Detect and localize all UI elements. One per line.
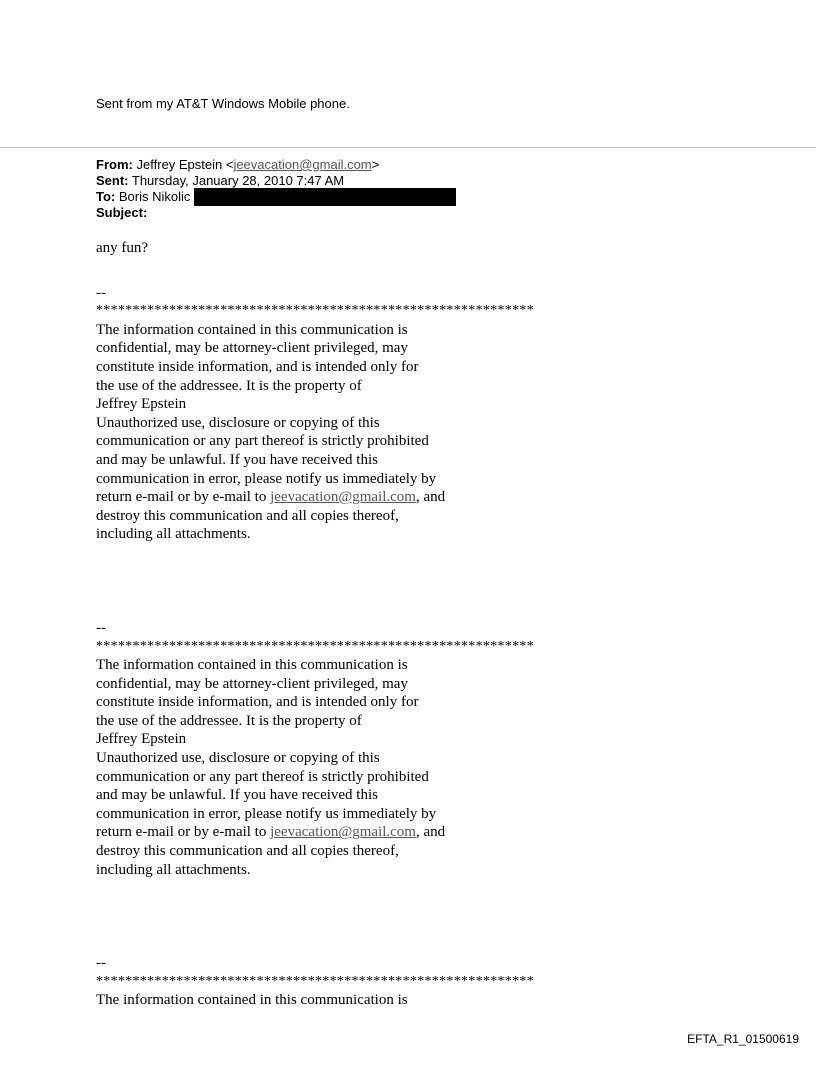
separator-stars: ************************************************************ xyxy=(96,973,534,989)
subject-label: Subject: xyxy=(96,205,148,220)
disclaimer-line: and may be unlawful. If you have received this xyxy=(96,787,378,804)
disclaimer-line xyxy=(96,488,716,507)
disclaimer-return-suffix: , and xyxy=(415,824,446,841)
message-text: any fun? xyxy=(96,240,149,256)
disclaimer-line: including all attachments. xyxy=(96,526,251,543)
to-value: Boris Nikolic xyxy=(118,189,191,204)
from-label: From: xyxy=(96,157,133,172)
separator-stars: ************************************************************ xyxy=(96,638,534,654)
disclaimer-line: The information contained in this communication is xyxy=(96,321,408,338)
disclaimer-return-prefix: return e-mail or by e-mail to xyxy=(96,824,271,841)
disclaimer-line: and may be unlawful. If you have received this xyxy=(96,451,378,468)
from-email-link[interactable]: jeevacation@gmail.com xyxy=(233,157,372,172)
disclaimer-line: The information contained in this communication is xyxy=(96,657,408,674)
disclaimer-line: communication or any part thereof is strictly prohibited xyxy=(96,768,429,785)
disclaimer-line: destroy this communication and all copies thereof, xyxy=(96,843,399,860)
from-name: Jeffrey Epstein < xyxy=(136,157,234,172)
disclaimer-email-link[interactable]: jeevacation@gmail.com xyxy=(270,489,416,506)
email-body xyxy=(96,239,716,1010)
document-id: EFTA_R1_01500619 xyxy=(687,1032,799,1046)
disclaimer-line: confidential, may be attorney-client privileged, may xyxy=(96,675,408,692)
disclaimer-line: confidential, may be attorney-client privileged, may xyxy=(96,340,408,357)
to-row xyxy=(96,189,456,205)
separator-stars: ************************************************************ xyxy=(96,303,534,319)
subject-row xyxy=(96,205,456,221)
disclaimer-line xyxy=(96,823,716,842)
disclaimer-line: the use of the addressee. It is the property of xyxy=(96,377,362,394)
disclaimer-line: Unauthorized use, disclosure or copying of this xyxy=(96,750,380,767)
disclaimer-return-suffix: , and xyxy=(415,489,446,506)
disclaimer-line: constitute inside information, and is intended only for xyxy=(96,358,419,375)
to-label: To: xyxy=(96,189,116,204)
disclaimer-line: Unauthorized use, disclosure or copying of this xyxy=(96,414,380,431)
disclaimer-line: communication in error, please notify us immediately by xyxy=(96,470,437,487)
sent-label: Sent: xyxy=(96,173,129,188)
disclaimer-block xyxy=(96,321,716,544)
disclaimer-line: communication in error, please notify us immediately by xyxy=(96,805,437,822)
disclaimer-line: Jeffrey Epstein xyxy=(96,731,187,748)
disclaimer-line: constitute inside information, and is intended only for xyxy=(96,694,419,711)
message-divider xyxy=(0,147,816,148)
separator-dash: -- xyxy=(96,955,106,972)
redaction-block xyxy=(194,188,456,206)
disclaimer-line: Jeffrey Epstein xyxy=(96,396,187,413)
disclaimer-line: the use of the addressee. It is the property of xyxy=(96,712,362,729)
disclaimer-line: communication or any part thereof is strictly prohibited xyxy=(96,433,429,450)
disclaimer-email-link[interactable]: jeevacation@gmail.com xyxy=(270,824,416,841)
disclaimer-line: destroy this communication and all copies thereof, xyxy=(96,507,399,524)
from-row xyxy=(96,157,456,173)
disclaimer-line: including all attachments. xyxy=(96,861,251,878)
sent-row xyxy=(96,173,456,189)
disclaimer-return-prefix: return e-mail or by e-mail to xyxy=(96,489,271,506)
separator-dash: -- xyxy=(96,619,106,636)
sent-from-signature: Sent from my AT&T Windows Mobile phone. xyxy=(96,96,350,111)
disclaimer-block xyxy=(96,656,716,879)
separator-dash: -- xyxy=(96,284,106,301)
disclaimer-line: The information contained in this communication is xyxy=(96,992,408,1009)
email-header xyxy=(96,157,456,221)
sent-value: Thursday, January 28, 2010 7:47 AM xyxy=(131,173,345,188)
from-close: > xyxy=(371,157,380,172)
